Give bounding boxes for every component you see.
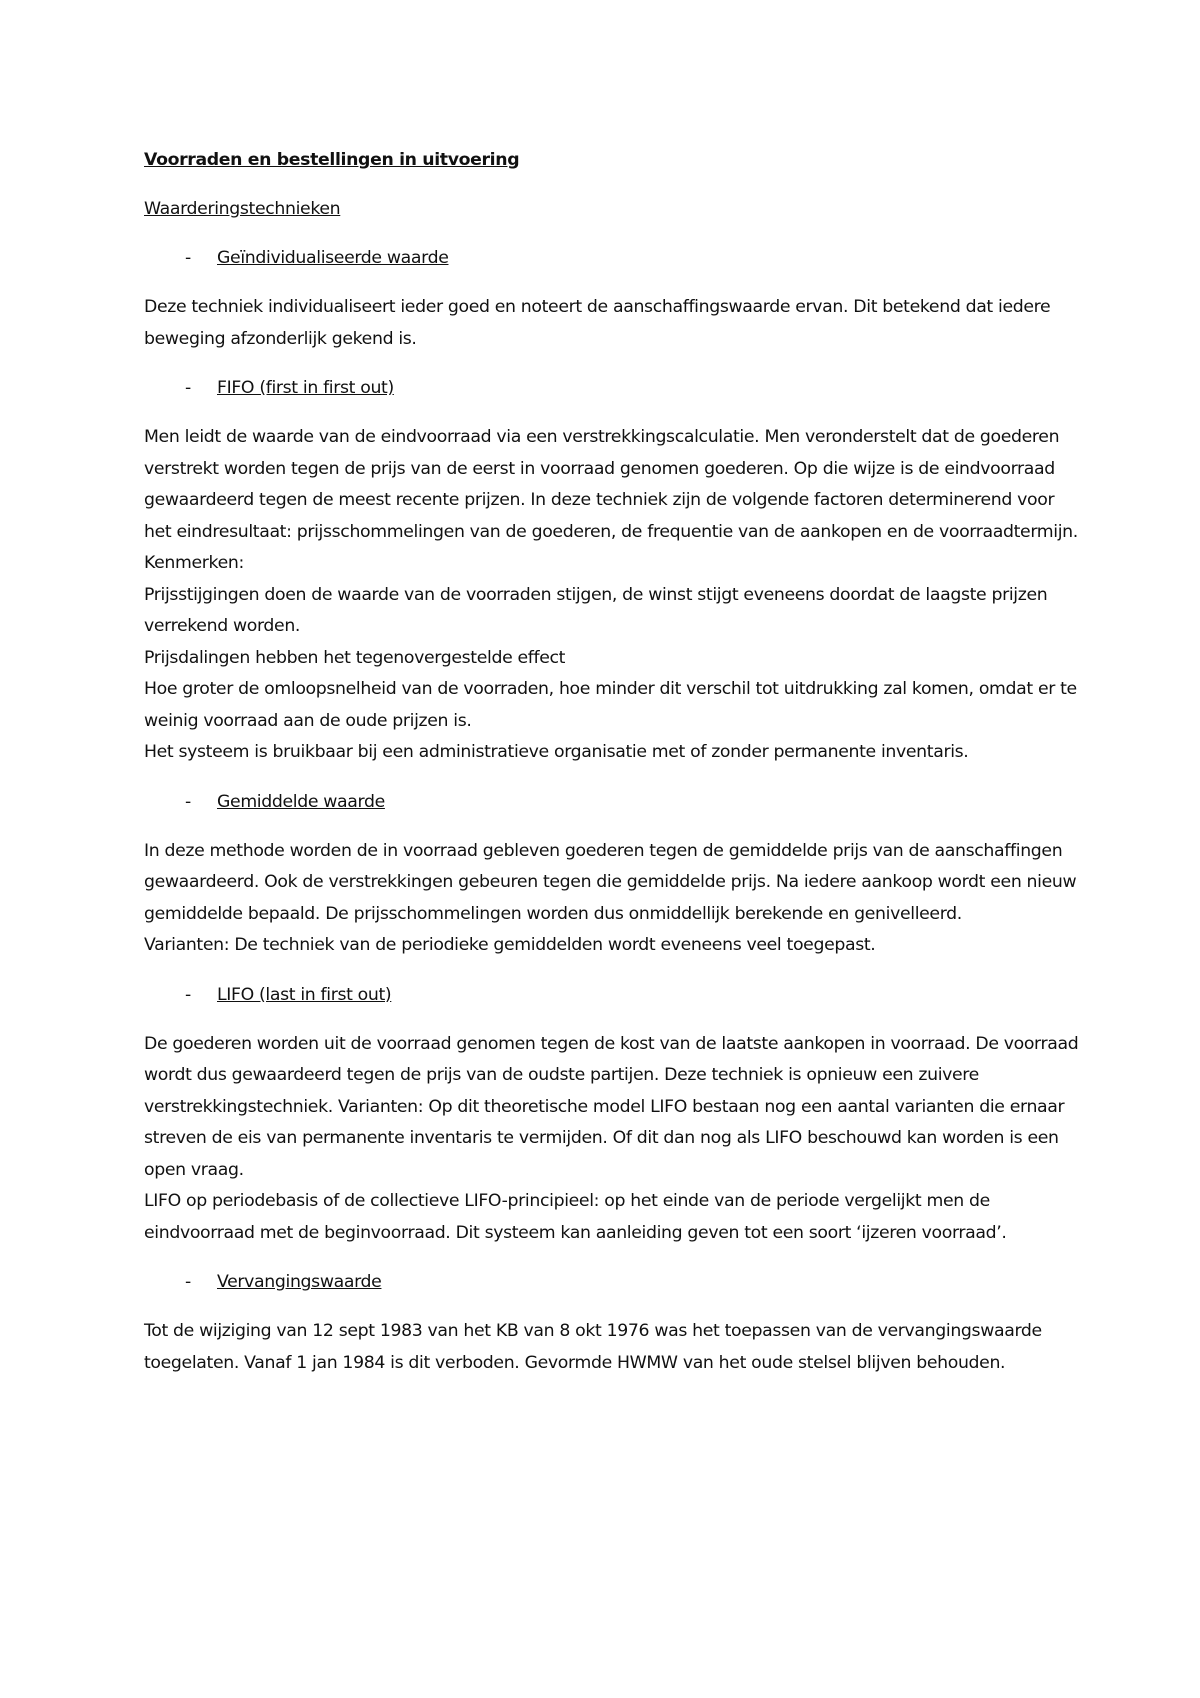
paragraph: Prijsstijgingen doen de waarde van de voorraden stijgen, de winst stijgt eveneens doordat de laagste prijzen verrekend worden. (144, 584, 1048, 636)
paragraph: Tot de wijziging van 12 sept 1983 van het KB van 8 okt 1976 was het toepassen van de vervangingswaarde toegelaten. Vanaf 1 jan 1984 is dit verboden. Gevormde HWMW van het oude stelsel blijven behouden. (144, 1321, 1042, 1373)
subheading-geindividualiseerde-waarde (144, 243, 1084, 274)
paragraph: Prijsdalingen hebben het tegenovergestelde effect (144, 647, 566, 668)
subheading-lifo (144, 980, 1084, 1011)
subheading-vervangingswaarde (144, 1267, 1084, 1298)
paragraph: Deze techniek individualiseert ieder goed en noteert de aanschaffingswaarde ervan. Dit betekend dat iedere beweging afzonderlijk gekend is. (144, 297, 1051, 349)
paragraph: Kenmerken: (144, 553, 244, 573)
paragraph: Hoe groter de omloopsnelheid van de voorraden, hoe minder dit verschil tot uitdrukking zal komen, omdat er te weinig voorraad aan de oude prijzen is. (144, 679, 1077, 731)
subheading-fifo (144, 373, 1084, 404)
section-body (144, 1029, 1084, 1250)
bullet-dash: - (185, 378, 191, 398)
paragraph: LIFO op periodebasis of de collectieve LIFO-principieel: op het einde van de periode vergelijkt men de eindvoorraad met de beginvoorraad. Dit systeem kan aanleiding geven tot een soort ‘ijzeren voorraad’. (144, 1191, 1007, 1243)
section-heading: Waarderingstechnieken (144, 199, 341, 219)
subheading-label: Vervangingswaarde (217, 1272, 382, 1292)
bullet-dash: - (185, 791, 191, 812)
section-body (144, 422, 1084, 769)
paragraph: De goederen worden uit de voorraad genomen tegen de kost van de laatste aankopen in voorraad. De voorraad wordt dus gewaardeerd tegen de prijs van de oudste partijen. Deze techniek is opnieuw een zuivere verstrekkingstechniek. Varianten: Op dit theoretische model LIFO bestaan nog een aantal varianten die ernaar streven de eis van permanente inventaris te vermijden. Of dit dan nog als LIFO beschouwd kan worden is een open vraag. (144, 1033, 1079, 1180)
document-title: Voorraden en bestellingen in uitvoering (144, 150, 520, 170)
bullet-dash: - (185, 984, 191, 1005)
subheading-label: Geïndividualiseerde waarde (217, 248, 449, 268)
paragraph: In deze methode worden de in voorraad gebleven goederen tegen de gemiddelde prijs van de aanschaffingen gewaardeerd. Ook de verstrekkingen gebeuren tegen die gemiddelde prijs. Na iedere aankoop wordt een nieuw gemiddelde bepaald. De prijsschommelingen worden dus onmiddellijk berekende en genivelleerd. (144, 840, 1077, 924)
subheading-label: Gemiddelde waarde (217, 791, 385, 812)
paragraph: Het systeem is bruikbaar bij een administratieve organisatie met of zonder permanente inventaris. (144, 742, 969, 762)
subheading-label: LIFO (last in first out) (217, 984, 392, 1005)
bullet-dash: - (185, 1272, 191, 1292)
paragraph: Varianten: De techniek van de periodieke gemiddelden wordt eveneens veel toegepast. (144, 935, 876, 955)
section-body (144, 292, 1084, 355)
subheading-label: FIFO (first in first out) (217, 378, 394, 398)
document-page (144, 145, 1084, 1397)
bullet-dash: - (185, 248, 191, 268)
subheading-gemiddelde-waarde (144, 787, 1084, 818)
section-body (144, 836, 1084, 962)
section-body (144, 1316, 1084, 1379)
paragraph: Men leidt de waarde van de eindvoorraad via een verstrekkingscalculatie. Men veronderstelt dat de goederen verstrekt worden tegen de prijs van de eerst in voorraad genomen goederen. Op die wijze is de eindvoorraad gewaardeerd tegen de meest recente prijzen. In deze techniek zijn de volgende factoren determinerend voor het eindresultaat: prijsschommelingen van de goederen, de frequentie van de aankopen en de voorraadtermijn. (144, 427, 1078, 542)
